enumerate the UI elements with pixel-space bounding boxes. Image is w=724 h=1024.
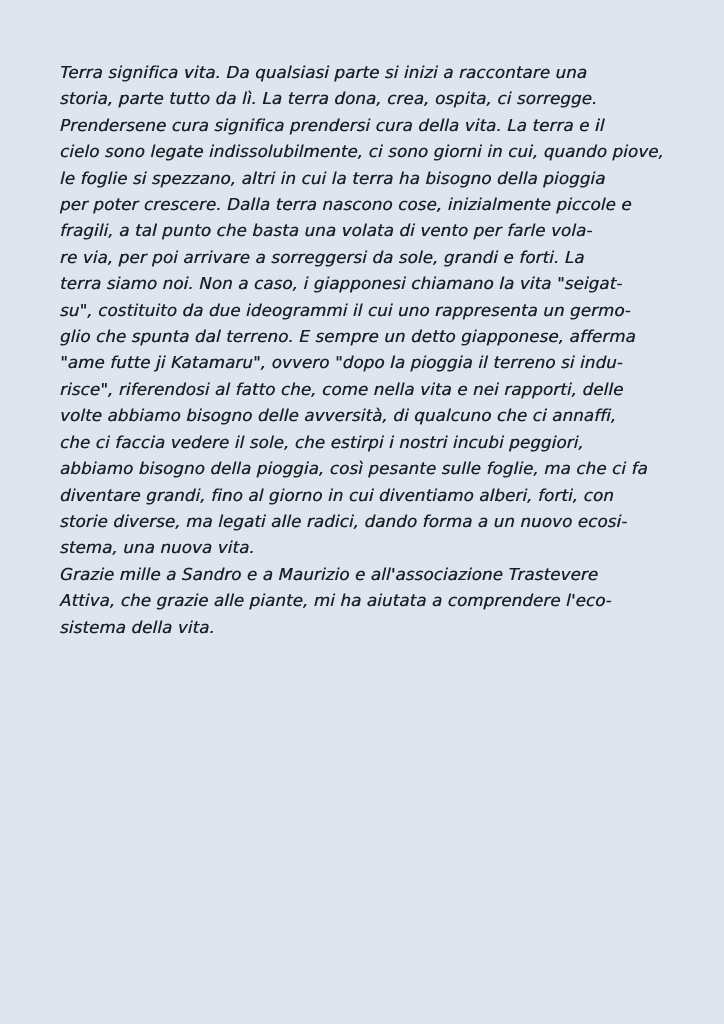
text-line: Attiva, che grazie alle piante, mi ha aiutata a comprendere l'eco- <box>59 591 613 611</box>
text-line: storia, parte tutto da lì. La terra dona, crea, ospita, ci sorregge. <box>59 89 598 109</box>
text-line: "ame futte ji Katamaru", ovvero "dopo la pioggia il terreno si indu- <box>59 353 624 373</box>
text-line: su", costituito da due ideogrammi il cui uno rappresenta un germo- <box>59 300 632 320</box>
text-line: diventare grandi, fino al giorno in cui diventiamo alberi, forti, con <box>59 485 615 505</box>
text-line: Grazie mille a Sandro e a Maurizio e all'associazione Trastevere <box>59 564 599 584</box>
text-line: fragili, a tal punto che basta una volata di vento per farle vola- <box>59 221 593 241</box>
text-line: glio che spunta dal terreno. E sempre un detto giapponese, afferma <box>59 327 637 347</box>
text-line: re via, per poi arrivare a sorreggersi da sole, grandi e forti. La <box>59 247 585 267</box>
text-line: per poter crescere. Dalla terra nascono cose, inizialmente piccole e <box>59 195 633 215</box>
text-line: Terra significa vita. Da qualsiasi parte si inizi a raccontare una <box>59 63 588 82</box>
text-line: sistema della vita. <box>59 617 216 637</box>
text-line: storie diverse, ma legati alle radici, dando forma a un nuovo ecosi- <box>59 511 628 531</box>
letter-text-block <box>60 60 674 641</box>
text-line: che ci faccia vedere il sole, che estirpi i nostri incubi peggiori, <box>59 432 585 452</box>
text-line: Prendersene cura significa prendersi cura della vita. La terra e il <box>59 115 605 135</box>
text-line: abbiamo bisogno della pioggia, così pesante sulle foglie, ma che ci fa <box>59 459 649 479</box>
text-line: terra siamo noi. Non a caso, i giapponesi chiamano la vita "seigat- <box>59 274 623 294</box>
text-line: le foglie si spezzano, altri in cui la terra ha bisogno della pioggia <box>59 168 606 188</box>
text-line: risce", riferendosi al fatto che, come nella vita e nei rapporti, delle <box>59 379 624 399</box>
text-line: cielo sono legate indissolubilmente, ci sono giorni in cui, quando piove, <box>59 142 665 162</box>
text-line: volte abbiamo bisogno delle avversità, di qualcuno che ci annaffi, <box>59 406 617 426</box>
text-line: stema, una nuova vita. <box>59 538 256 558</box>
